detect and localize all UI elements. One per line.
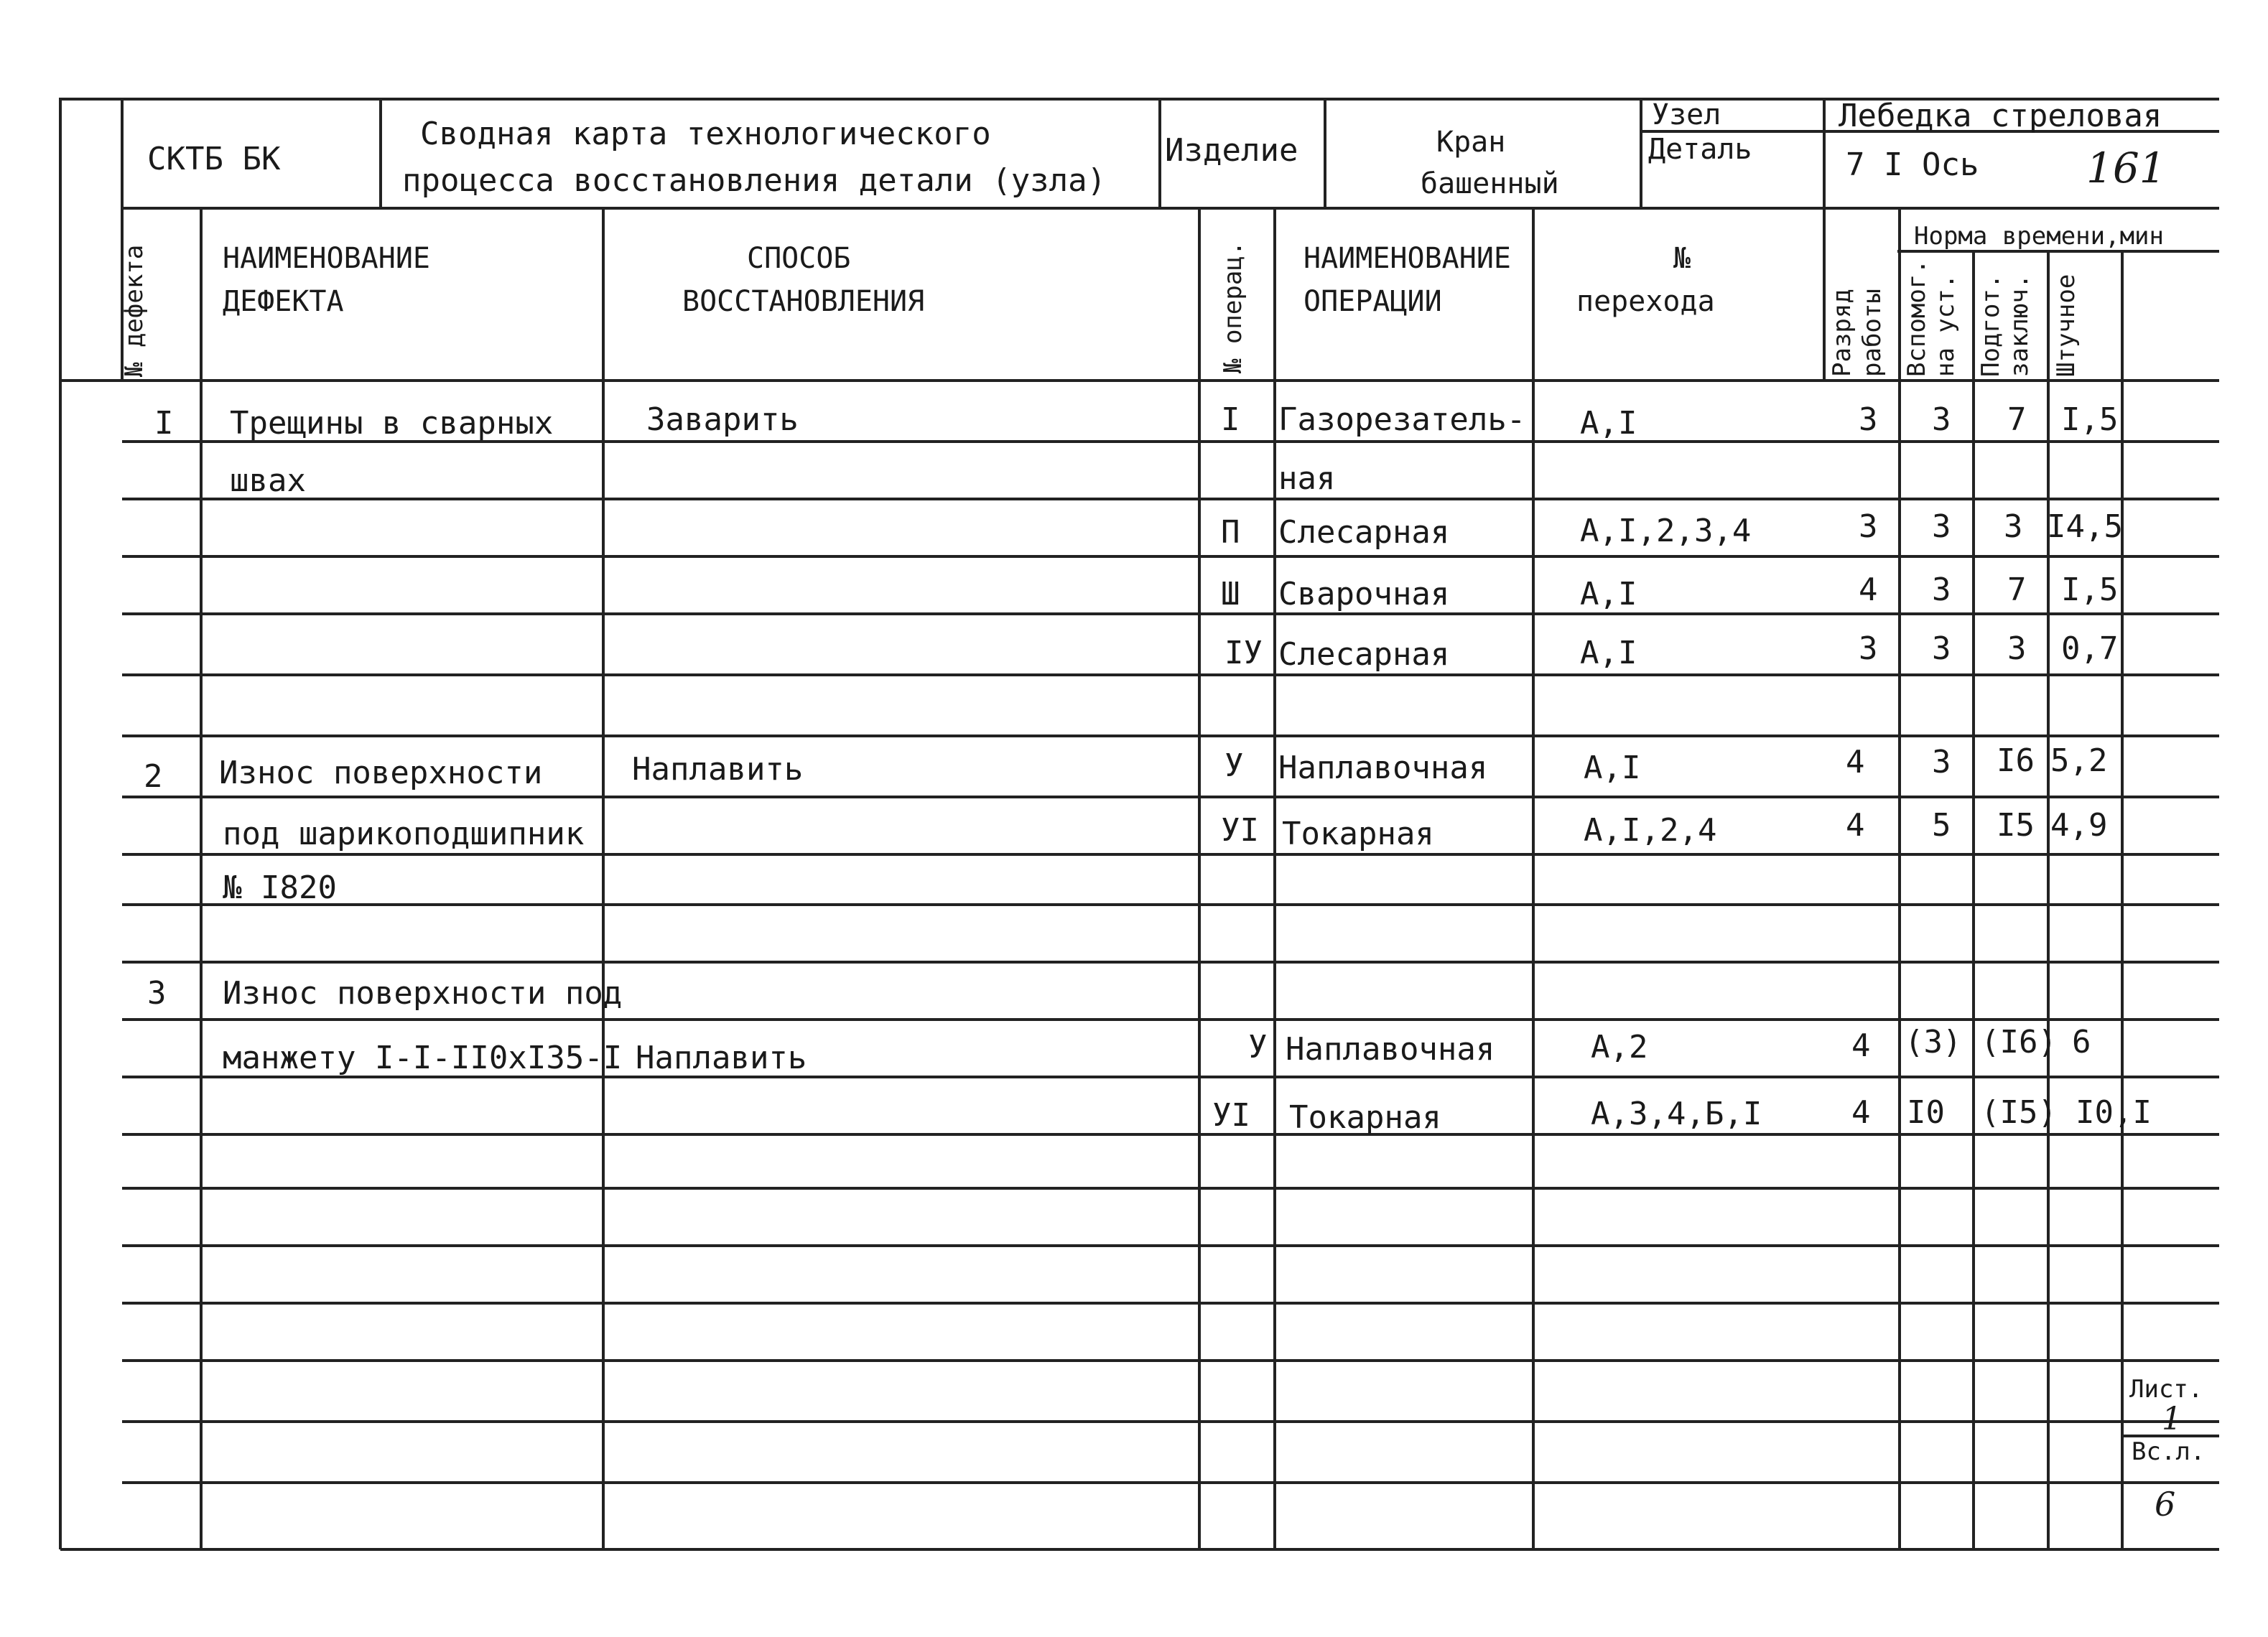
row13-transition: А,3,4,Б,I (1591, 1096, 1762, 1132)
row3-piece: I4,5 (2047, 508, 2123, 545)
row8-transition: А,I,2,4 (1584, 812, 1717, 849)
row8-prep: I5 (1997, 807, 2035, 844)
row1-op-no: I (1221, 401, 1240, 438)
product-value-line2: башенный (1421, 167, 1559, 200)
row7-op-no: У (1224, 747, 1244, 784)
row8-op-name: Токарная (1282, 816, 1434, 852)
row13-op-name: Токарная (1289, 1099, 1441, 1136)
row11-defect-no: 3 (147, 975, 167, 1012)
row7-prep: I6 (1997, 742, 2035, 779)
row1-defect-no: I (154, 405, 174, 442)
col-grade-1: Разряд (1828, 289, 1856, 377)
part-number: 161 (2086, 144, 2166, 192)
row1-method: Заварить (646, 401, 799, 438)
row7-defect-name: Износ поверхности (219, 755, 543, 791)
row12-op-name: Наплавочная (1286, 1031, 1495, 1068)
row4-op-name: Сварочная (1278, 576, 1450, 612)
row1-transition: А,I (1580, 405, 1637, 442)
col-method-2: ВОССТАНОВЛЕНИЯ (682, 285, 925, 318)
row1-op-name: Газорезатель- (1278, 401, 1526, 438)
document-title-line2: процесса восстановления детали (узла) (402, 162, 1107, 199)
row12-piece: 6 (2072, 1024, 2091, 1060)
col-op-name-1: НАИМЕНОВАНИЕ (1303, 242, 1511, 275)
row4-transition: А,I (1580, 576, 1637, 612)
row3-grade: 3 (1859, 508, 1878, 545)
row3-aux: 3 (1932, 508, 1951, 545)
row5-grade: 3 (1859, 630, 1878, 667)
row13-op-no: УI (1212, 1097, 1250, 1134)
row3-transition: А,I,2,3,4 (1580, 513, 1752, 549)
organization-code: СКТБ БК (147, 141, 281, 177)
col-op-name-2: ОПЕРАЦИИ (1303, 285, 1442, 318)
row2-op-name: ная (1278, 460, 1336, 497)
unit-label: Узел (1652, 98, 1721, 131)
row5-op-name: Слесарная (1278, 636, 1450, 673)
col-op-no: № операц. (1219, 241, 1247, 373)
row12-method: Наплавить (636, 1040, 807, 1076)
col-transition-1: № (1673, 242, 1691, 275)
part-label: Деталь (1648, 133, 1752, 166)
part-value: 7 I Ось (1846, 146, 1979, 183)
col-defect-name-2: ДЕФЕКТА (223, 285, 344, 318)
row8-grade: 4 (1846, 807, 1865, 844)
col-norm: Норма времени,мин (1914, 222, 2164, 251)
row8-defect-name: под шарикоподшипник (223, 816, 585, 852)
unit-value: Лебедка стреловая (1839, 98, 2162, 134)
sheet-number: 1 (2162, 1401, 2182, 1437)
row1-grade: 3 (1859, 401, 1878, 438)
row12-prep: (I6) (1981, 1024, 2057, 1060)
row1-piece: I,5 (2061, 401, 2119, 438)
row12-aux: (3) (1905, 1024, 1962, 1060)
row3-prep: 3 (2004, 508, 2023, 545)
row12-defect-name: манжету I-I-II0xI35-I (223, 1040, 623, 1076)
col-defect-name-1: НАИМЕНОВАНИЕ (223, 242, 430, 275)
row9-defect-name: № I820 (223, 869, 337, 906)
row7-aux: 3 (1932, 744, 1951, 780)
document-title-line1: Сводная карта технологического (420, 116, 991, 152)
row1-prep: 7 (2007, 401, 2027, 438)
col-method-1: СПОСОБ (747, 242, 851, 275)
col-transition-2: перехода (1576, 285, 1715, 318)
row4-aux: 3 (1932, 572, 1951, 608)
col-aux-2: на уст. (1931, 274, 1960, 377)
col-prep-2: заключ. (2005, 274, 2034, 377)
row5-transition: А,I (1580, 635, 1637, 671)
total-sheets-label: Вс.л. (2132, 1437, 2206, 1466)
product-value-line1: Кран (1436, 126, 1506, 159)
row13-prep: (I5) (1981, 1094, 2057, 1131)
row3-op-name: Слесарная (1278, 514, 1450, 551)
product-label: Изделие (1165, 132, 1298, 169)
row12-transition: А,2 (1591, 1029, 1648, 1065)
row7-piece: 5,2 (2050, 742, 2108, 779)
row4-prep: 7 (2007, 572, 2027, 608)
col-defect-no: № дефекта (120, 244, 149, 377)
row7-defect-no: 2 (144, 758, 163, 795)
row5-piece: 0,7 (2061, 630, 2119, 667)
row8-op-no: УI (1221, 812, 1259, 849)
col-aux-1: Вспомог. (1902, 259, 1931, 377)
row13-aux: I0 (1907, 1094, 1945, 1131)
sheet-label: Лист. (2129, 1375, 2203, 1404)
row12-op-no: У (1248, 1029, 1268, 1065)
row3-op-no: П (1221, 514, 1240, 551)
row2-defect-name: швах (230, 462, 306, 499)
row1-defect-name: Трещины в сварных (230, 405, 554, 442)
row7-op-name: Наплавочная (1278, 750, 1488, 786)
row4-grade: 4 (1859, 572, 1878, 608)
row5-prep: 3 (2007, 630, 2027, 667)
row4-piece: I,5 (2061, 572, 2119, 608)
row13-piece: I0,I (2076, 1094, 2152, 1131)
row8-piece: 4,9 (2050, 807, 2108, 844)
row7-transition: А,I (1584, 750, 1641, 786)
row7-method: Наплавить (632, 751, 804, 788)
row7-grade: 4 (1846, 744, 1865, 780)
row5-op-no: IУ (1224, 635, 1263, 671)
total-sheets-number: 6 (2155, 1485, 2176, 1524)
row13-grade: 4 (1851, 1094, 1871, 1131)
row11-defect-name: Износ поверхности под (223, 975, 623, 1012)
col-piece: Штучное (2052, 274, 2081, 377)
row5-aux: 3 (1932, 630, 1951, 667)
col-prep-1: Подгот. (1976, 274, 2005, 377)
row12-grade: 4 (1851, 1027, 1871, 1064)
col-grade-2: работы (1858, 289, 1887, 377)
row1-aux: 3 (1932, 401, 1951, 438)
row4-op-no: Ш (1221, 576, 1240, 612)
row8-aux: 5 (1932, 807, 1951, 844)
